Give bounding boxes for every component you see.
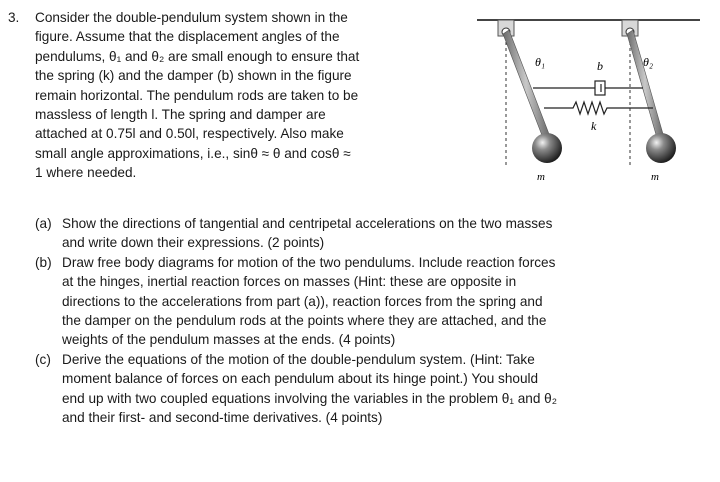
intro-line: remain horizontal. The pendulum rods are taken to be [35,87,359,103]
mass-label-right: m [651,171,659,183]
theta1-label: θ₁ [535,55,546,69]
part-line: Show the directions of tangential and centripetal accelerations on the two masses [62,216,553,231]
part-c [35,350,710,428]
double-pendulum-figure [465,8,705,193]
part-line: end up with two coupled equations involving the variables in the problem θ₁ and θ₂ [62,390,558,406]
pendulum-rod-right [627,30,663,138]
intro-line: 1 where needed. [35,165,137,181]
part-line: weights of the pendulum masses at the ends. (4 points) [62,332,396,348]
question-intro-text [35,8,455,183]
spring-label: k [591,119,597,133]
damper-icon [595,81,605,95]
mass-label-left: m [537,171,545,183]
intro-line: massless of length l. The spring and damper are [35,107,326,123]
part-line: moment balance of forces on each pendulum about its hinge point.) You should [62,371,539,387]
theta2-label: θ₂ [643,55,654,69]
part-label: (c) [35,351,51,367]
part-line: Draw free body diagrams for motion of the two pendulums. Include reaction forces [62,254,556,270]
intro-line: Consider the double-pendulum system shown in the [35,10,348,25]
part-line: at the hinges, inertial reaction forces on masses (Hint: these are opposite in [62,274,517,290]
intro-line: attached at 0.75l and 0.50l, respectively. Also make [35,126,344,142]
pendulum-mass-right [646,133,676,163]
part-line: directions to the accelerations from part (a)), reaction forces from the spring and [62,293,543,309]
part-a [35,214,710,253]
part-line: and their first- and second-time derivatives. (4 points) [62,410,383,426]
question-parts [35,214,710,427]
pendulum-mass-left [532,133,562,163]
intro-line: the spring (k) and the damper (b) shown in the figure [35,68,352,84]
question-number: 3. [8,10,20,25]
part-b [35,253,710,350]
intro-line: pendulums, θ₁ and θ₂ are small enough to ensure that [35,48,360,64]
pendulum-rod-left [503,30,549,138]
part-label: (b) [35,254,52,270]
part-line: and write down their expressions. (2 points) [62,235,325,251]
part-line: the damper on the pendulum rods at the points where they are attached, and the [62,313,547,329]
damper-label: b [597,59,603,73]
intro-line: figure. Assume that the displacement angles of the [35,29,340,45]
part-line: Derive the equations of the motion of the double-pendulum system. (Hint: Take [62,351,535,367]
part-label: (a) [35,216,52,231]
intro-line: small angle approximations, i.e., sinθ ≈ θ and cosθ ≈ [35,145,351,161]
spring-icon [544,102,653,114]
